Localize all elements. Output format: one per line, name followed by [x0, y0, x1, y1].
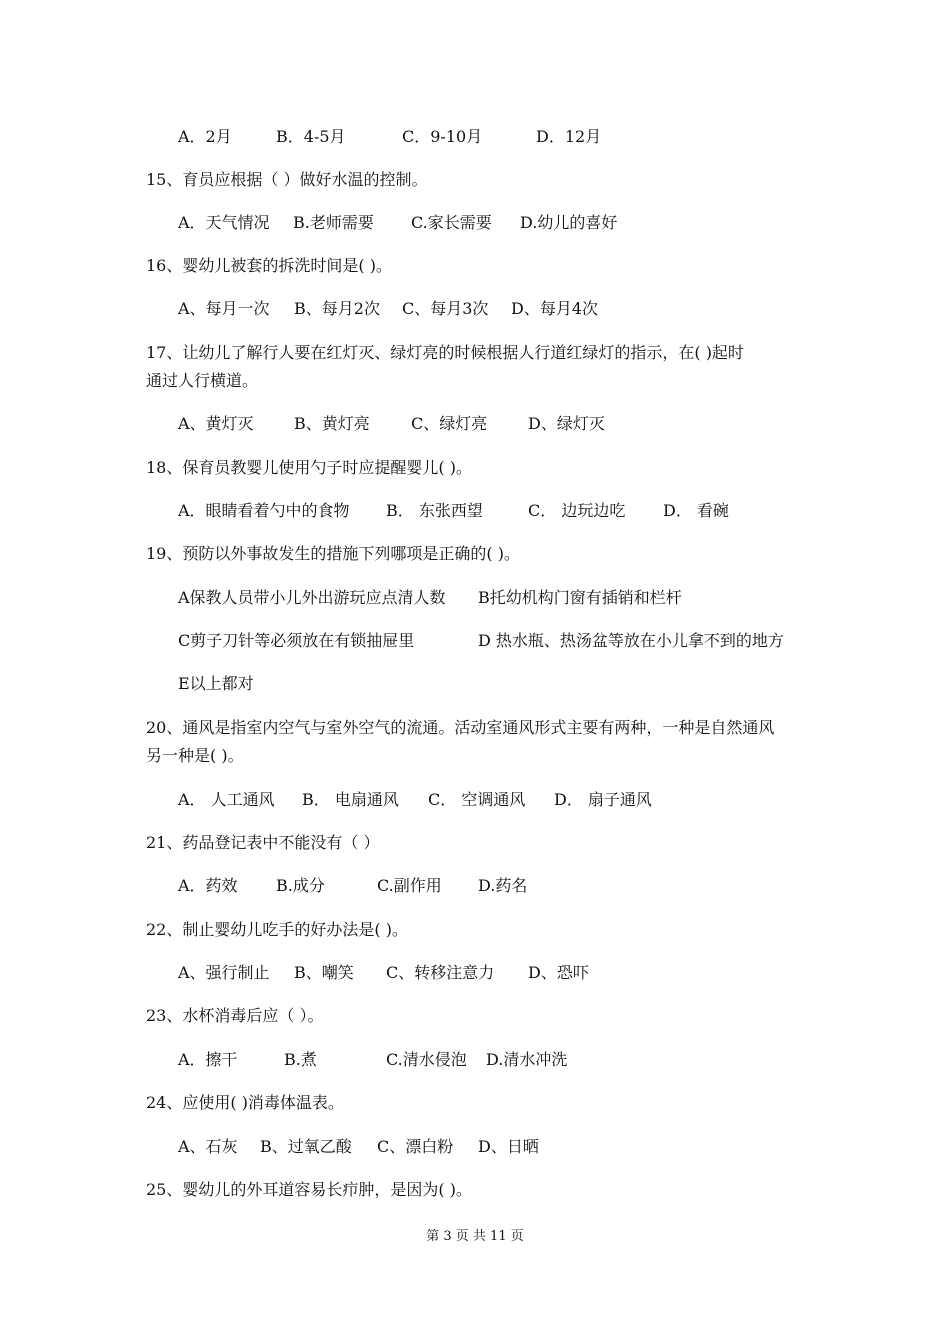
q22-option-a: A、强行制止 — [178, 963, 270, 982]
q19-question: 19、预防以外事故发生的措施下列哪项是正确的( )。 — [146, 544, 520, 563]
q24-option-a: A、石灰 — [178, 1137, 238, 1156]
q19-option-d: D 热水瓶、热汤盆等放在小儿拿不到的地方 — [478, 631, 784, 650]
q15-option-b: B.老师需要 — [293, 213, 374, 232]
q17-option-b: B、黄灯亮 — [294, 414, 370, 433]
q18-option-c: C． 边玩边吃 — [528, 501, 626, 520]
q20-question-line2: 另一种是( )。 — [146, 746, 244, 765]
q21-option-a: A．药效 — [178, 876, 238, 895]
q16-option-b: B、每月2次 — [294, 299, 380, 318]
q15-question: 15、育员应根据（ ）做好水温的控制。 — [146, 170, 428, 189]
q15-option-d: D.幼儿的喜好 — [520, 213, 618, 232]
q18-question: 18、保育员教婴儿使用勺子时应提醒婴儿( )。 — [146, 458, 472, 477]
q23-option-a: A．擦干 — [178, 1050, 238, 1069]
q20-option-a: A． 人工通风 — [178, 790, 275, 809]
q18-option-d: D． 看碗 — [663, 501, 729, 520]
q17-option-a: A、黄灯灭 — [178, 414, 254, 433]
q20-option-c: C． 空调通风 — [428, 790, 526, 809]
q24-option-b: B、过氧乙酸 — [260, 1137, 352, 1156]
page-number-footer: 第 3 页 共 11 页 — [426, 1229, 524, 1244]
q19-option-c: C剪子刀针等必须放在有锁抽屉里 — [178, 631, 415, 650]
q24-option-d: D、日晒 — [478, 1137, 539, 1156]
q14-option-a: A．2月 — [178, 127, 232, 146]
q20-option-d: D． 扇子通风 — [554, 790, 652, 809]
q17-option-d: D、绿灯灭 — [528, 414, 605, 433]
q24-option-c: C、漂白粉 — [377, 1137, 454, 1156]
q16-option-d: D、每月4次 — [511, 299, 599, 318]
q22-option-c: C、转移注意力 — [386, 963, 495, 982]
q15-option-a: A．天气情况 — [178, 213, 270, 232]
q22-option-d: D、恐吓 — [528, 963, 589, 982]
q23-option-c: C.清水侵泡 — [386, 1050, 467, 1069]
q24-question: 24、应使用( )消毒体温表。 — [146, 1093, 344, 1112]
q17-question-line1: 17、让幼儿了解行人要在红灯灭、绿灯亮的时候根据人行道红绿灯的指示，在( )起时 — [146, 343, 744, 362]
q15-option-c: C.家长需要 — [411, 213, 492, 232]
q17-question-line2: 通过人行横道。 — [146, 371, 259, 390]
q14-option-b: B．4-5月 — [276, 127, 346, 146]
q16-option-c: C、每月3次 — [402, 299, 489, 318]
q19-option-a: A保教人员带小儿外出游玩应点清人数 — [178, 588, 446, 607]
q22-question: 22、制止婴幼儿吃手的好办法是( )。 — [146, 920, 408, 939]
q23-question: 23、水杯消毒后应（ ）。 — [146, 1006, 324, 1025]
q20-question-line1: 20、通风是指室内空气与室外空气的流通。活动室通风形式主要有两种，一种是自然通风 — [146, 718, 775, 737]
q20-option-b: B． 电扇通风 — [302, 790, 399, 809]
q23-option-b: B.煮 — [284, 1050, 317, 1069]
q21-option-b: B.成分 — [276, 876, 325, 895]
q25-question: 25、婴幼儿的外耳道容易长疖肿，是因为( )。 — [146, 1180, 472, 1199]
q19-option-b: B托幼机构门窗有插销和栏杆 — [478, 588, 682, 607]
q16-question: 16、婴幼儿被套的拆洗时间是( )。 — [146, 256, 392, 275]
q21-option-d: D.药名 — [478, 876, 528, 895]
q23-option-d: D.清水冲洗 — [486, 1050, 568, 1069]
q14-option-c: C．9-10月 — [402, 127, 483, 146]
q14-option-d: D．12月 — [536, 127, 602, 146]
q21-option-c: C.副作用 — [377, 876, 442, 895]
q18-option-a: A．眼睛看着勺中的食物 — [178, 501, 350, 520]
q16-option-a: A、每月一次 — [178, 299, 270, 318]
q21-question: 21、药品登记表中不能没有（ ） — [146, 833, 380, 852]
q22-option-b: B、嘲笑 — [294, 963, 354, 982]
q19-option-e: E以上都对 — [178, 674, 254, 693]
q17-option-c: C、绿灯亮 — [411, 414, 488, 433]
q18-option-b: B． 东张西望 — [386, 501, 483, 520]
